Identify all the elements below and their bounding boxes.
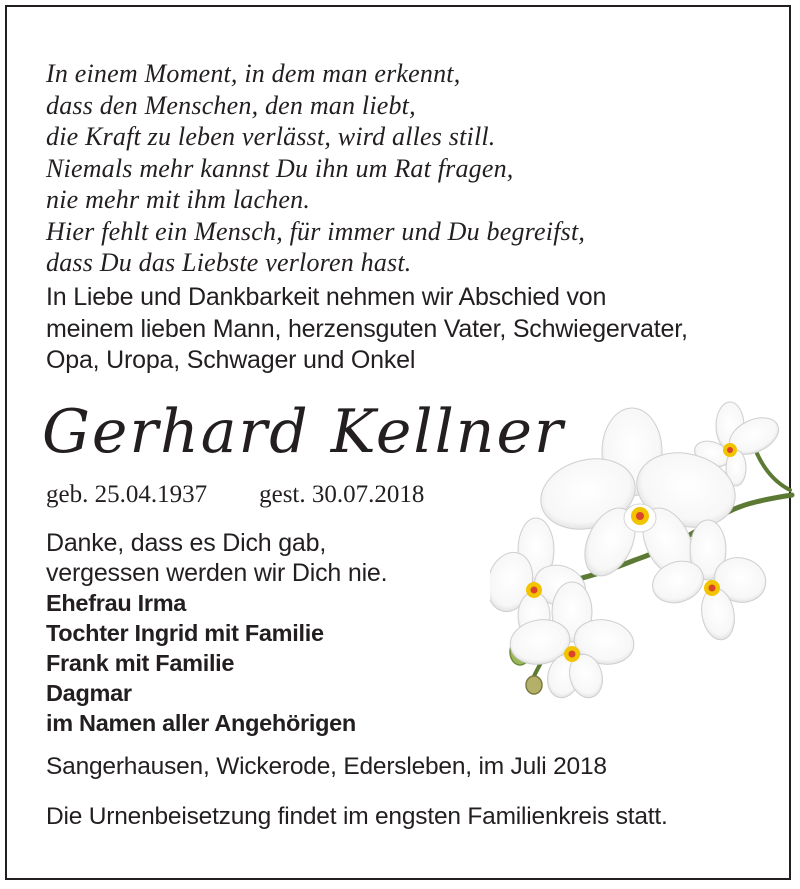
mourner-item: Tochter Ingrid mit Familie — [46, 620, 324, 646]
birth-date: geb. 25.04.1937 — [46, 481, 208, 508]
mourner-item: im Namen aller Angehörigen — [46, 710, 356, 736]
life-dates — [46, 480, 424, 510]
intro-line: In Liebe und Dankbarkeit nehmen wir Abschied von — [46, 283, 607, 311]
poem-block — [46, 58, 585, 279]
mourner-item: Dagmar — [46, 680, 132, 706]
poem-line: Niemals mehr kannst Du ihn um Rat fragen, — [46, 153, 514, 183]
place-and-date: Sangerhausen, Wickerode, Edersleben, im Juli 2018 — [46, 753, 607, 780]
deceased-name: Gerhard Kellner — [42, 397, 565, 467]
thanks-line: Danke, dass es Dich gab, — [46, 529, 327, 557]
mourners-list — [46, 588, 356, 738]
mourner-item: Ehefrau Irma — [46, 590, 187, 616]
intro-line: Opa, Uropa, Schwager und Onkel — [46, 346, 416, 374]
orchid-bud — [526, 676, 542, 694]
poem-line: dass den Menschen, den man liebt, — [46, 90, 416, 120]
orchid-icon — [490, 400, 795, 700]
burial-note: Die Urnenbeisetzung findet im engsten Familienkreis statt. — [46, 803, 668, 830]
poem-line: Hier fehlt ein Mensch, für immer und Du begreifst, — [46, 216, 586, 246]
death-date: gest. 30.07.2018 — [259, 481, 425, 508]
poem-line: die Kraft zu leben verlässt, wird alles still. — [46, 122, 496, 151]
mourner-item: Frank mit Familie — [46, 650, 235, 676]
poem-line: nie mehr mit ihm lachen. — [46, 185, 311, 214]
thanks-text — [46, 528, 387, 588]
poem-line: In einem Moment, in dem man erkennt, — [46, 59, 461, 88]
poem-line: dass Du das Liebste verloren hast. — [46, 248, 412, 277]
thanks-line: vergessen werden wir Dich nie. — [46, 559, 388, 587]
intro-line: meinem lieben Mann, herzensguten Vater, Schwiegervater, — [46, 314, 688, 343]
farewell-intro — [46, 282, 688, 377]
